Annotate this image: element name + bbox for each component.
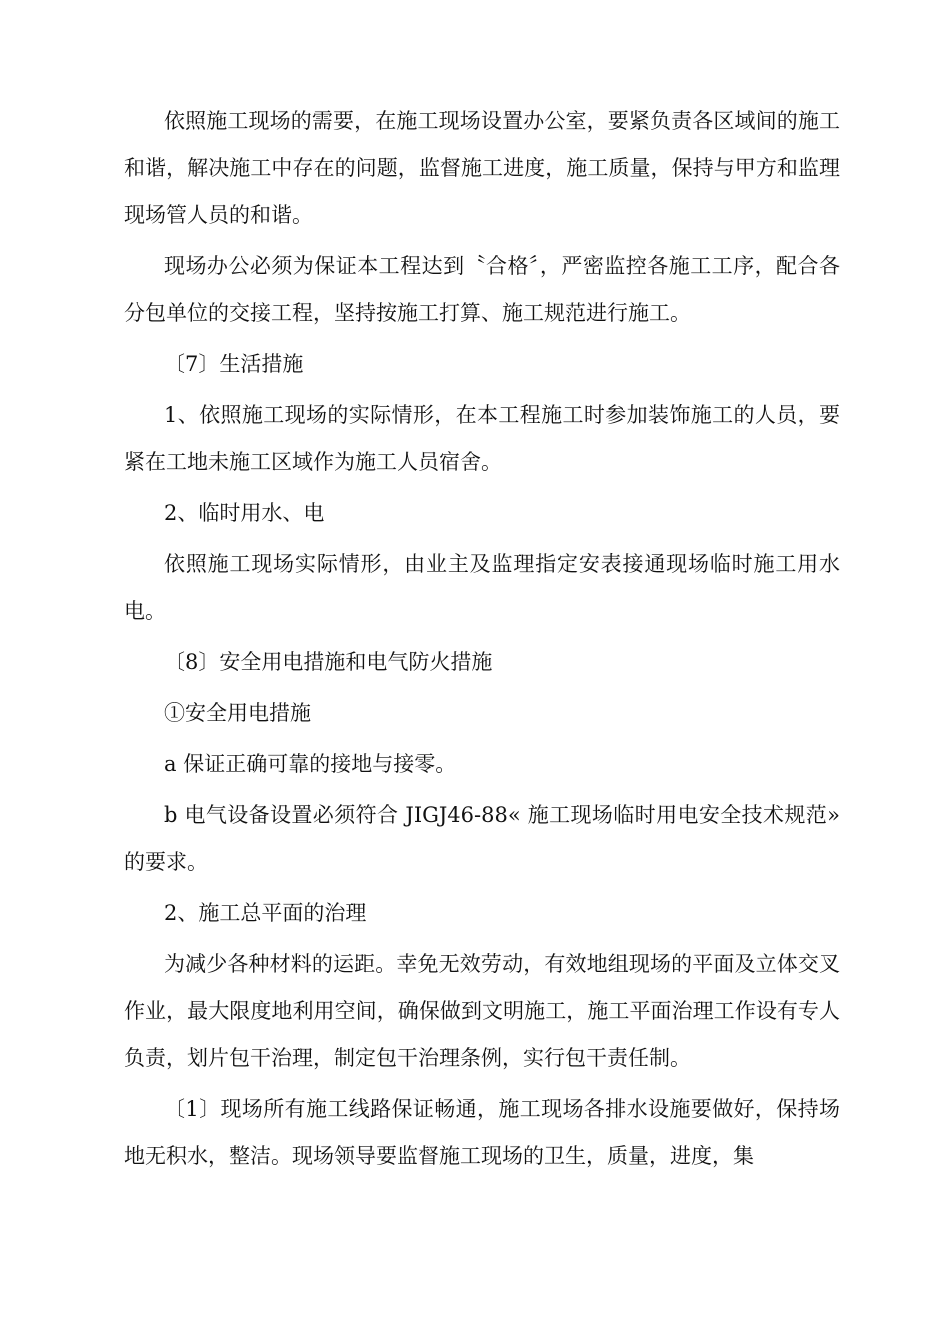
heading-electrical-safety: 〔8〕安全用电措施和电气防火措施 (164, 650, 493, 674)
item-equipment-standard: b 电气设备设置必须符合 JIGJ46-88« 施工现场临时用电安全技术规范» 的要求。 (124, 803, 840, 874)
paragraph-office-setup: 依照施工现场的需要，在施工现场设置办公室，要紧负责各区域间的施工和谐，解决施工中存在的问题，监督施工进度，施工质量，保持与甲方和监理现场管人员的和谐。 (124, 109, 840, 227)
paragraph-living-dormitory: 1、依照施工现场的实际情形，在本工程施工时参加装饰施工的人员，要紧在工地未施工区域作为施工人员宿舍。 (124, 403, 840, 474)
heading-living-measures: 〔7〕生活措施 (164, 352, 304, 376)
paragraph-site-plan-management: 为减少各种材料的运距。幸免无效劳动，有效地组现场的平面及立体交叉作业，最大限度地利用空间，确保做到文明施工，施工平面治理工作设有专人负责，划片包干治理，制定包干治理条例，实行包干责任制。 (124, 952, 840, 1070)
heading-temporary-water-power: 2、临时用水、电 (164, 501, 325, 525)
heading-safe-electricity: ①安全用电措施 (164, 701, 311, 725)
paragraph-temporary-water-power: 依照施工现场实际情形，由业主及监理指定安表接通现场临时施工用水电。 (124, 552, 840, 623)
document-body (124, 98, 840, 1184)
heading-site-plan-management: 2、施工总平面的治理 (164, 901, 367, 925)
paragraph-office-quality: 现场办公必须为保证本工程达到〝合格〞，严密监控各施工工序，配合各分包单位的交接工程，坚持按施工打算、施工规范进行施工。 (124, 254, 840, 325)
paragraph-site-routes: 〔1〕现场所有施工线路保证畅通，施工现场各排水设施要做好，保持场地无积水，整洁。现场领导要监督施工现场的卫生，质量，进度，集 (124, 1097, 840, 1168)
item-grounding: a 保证正确可靠的接地与接零。 (164, 752, 457, 776)
